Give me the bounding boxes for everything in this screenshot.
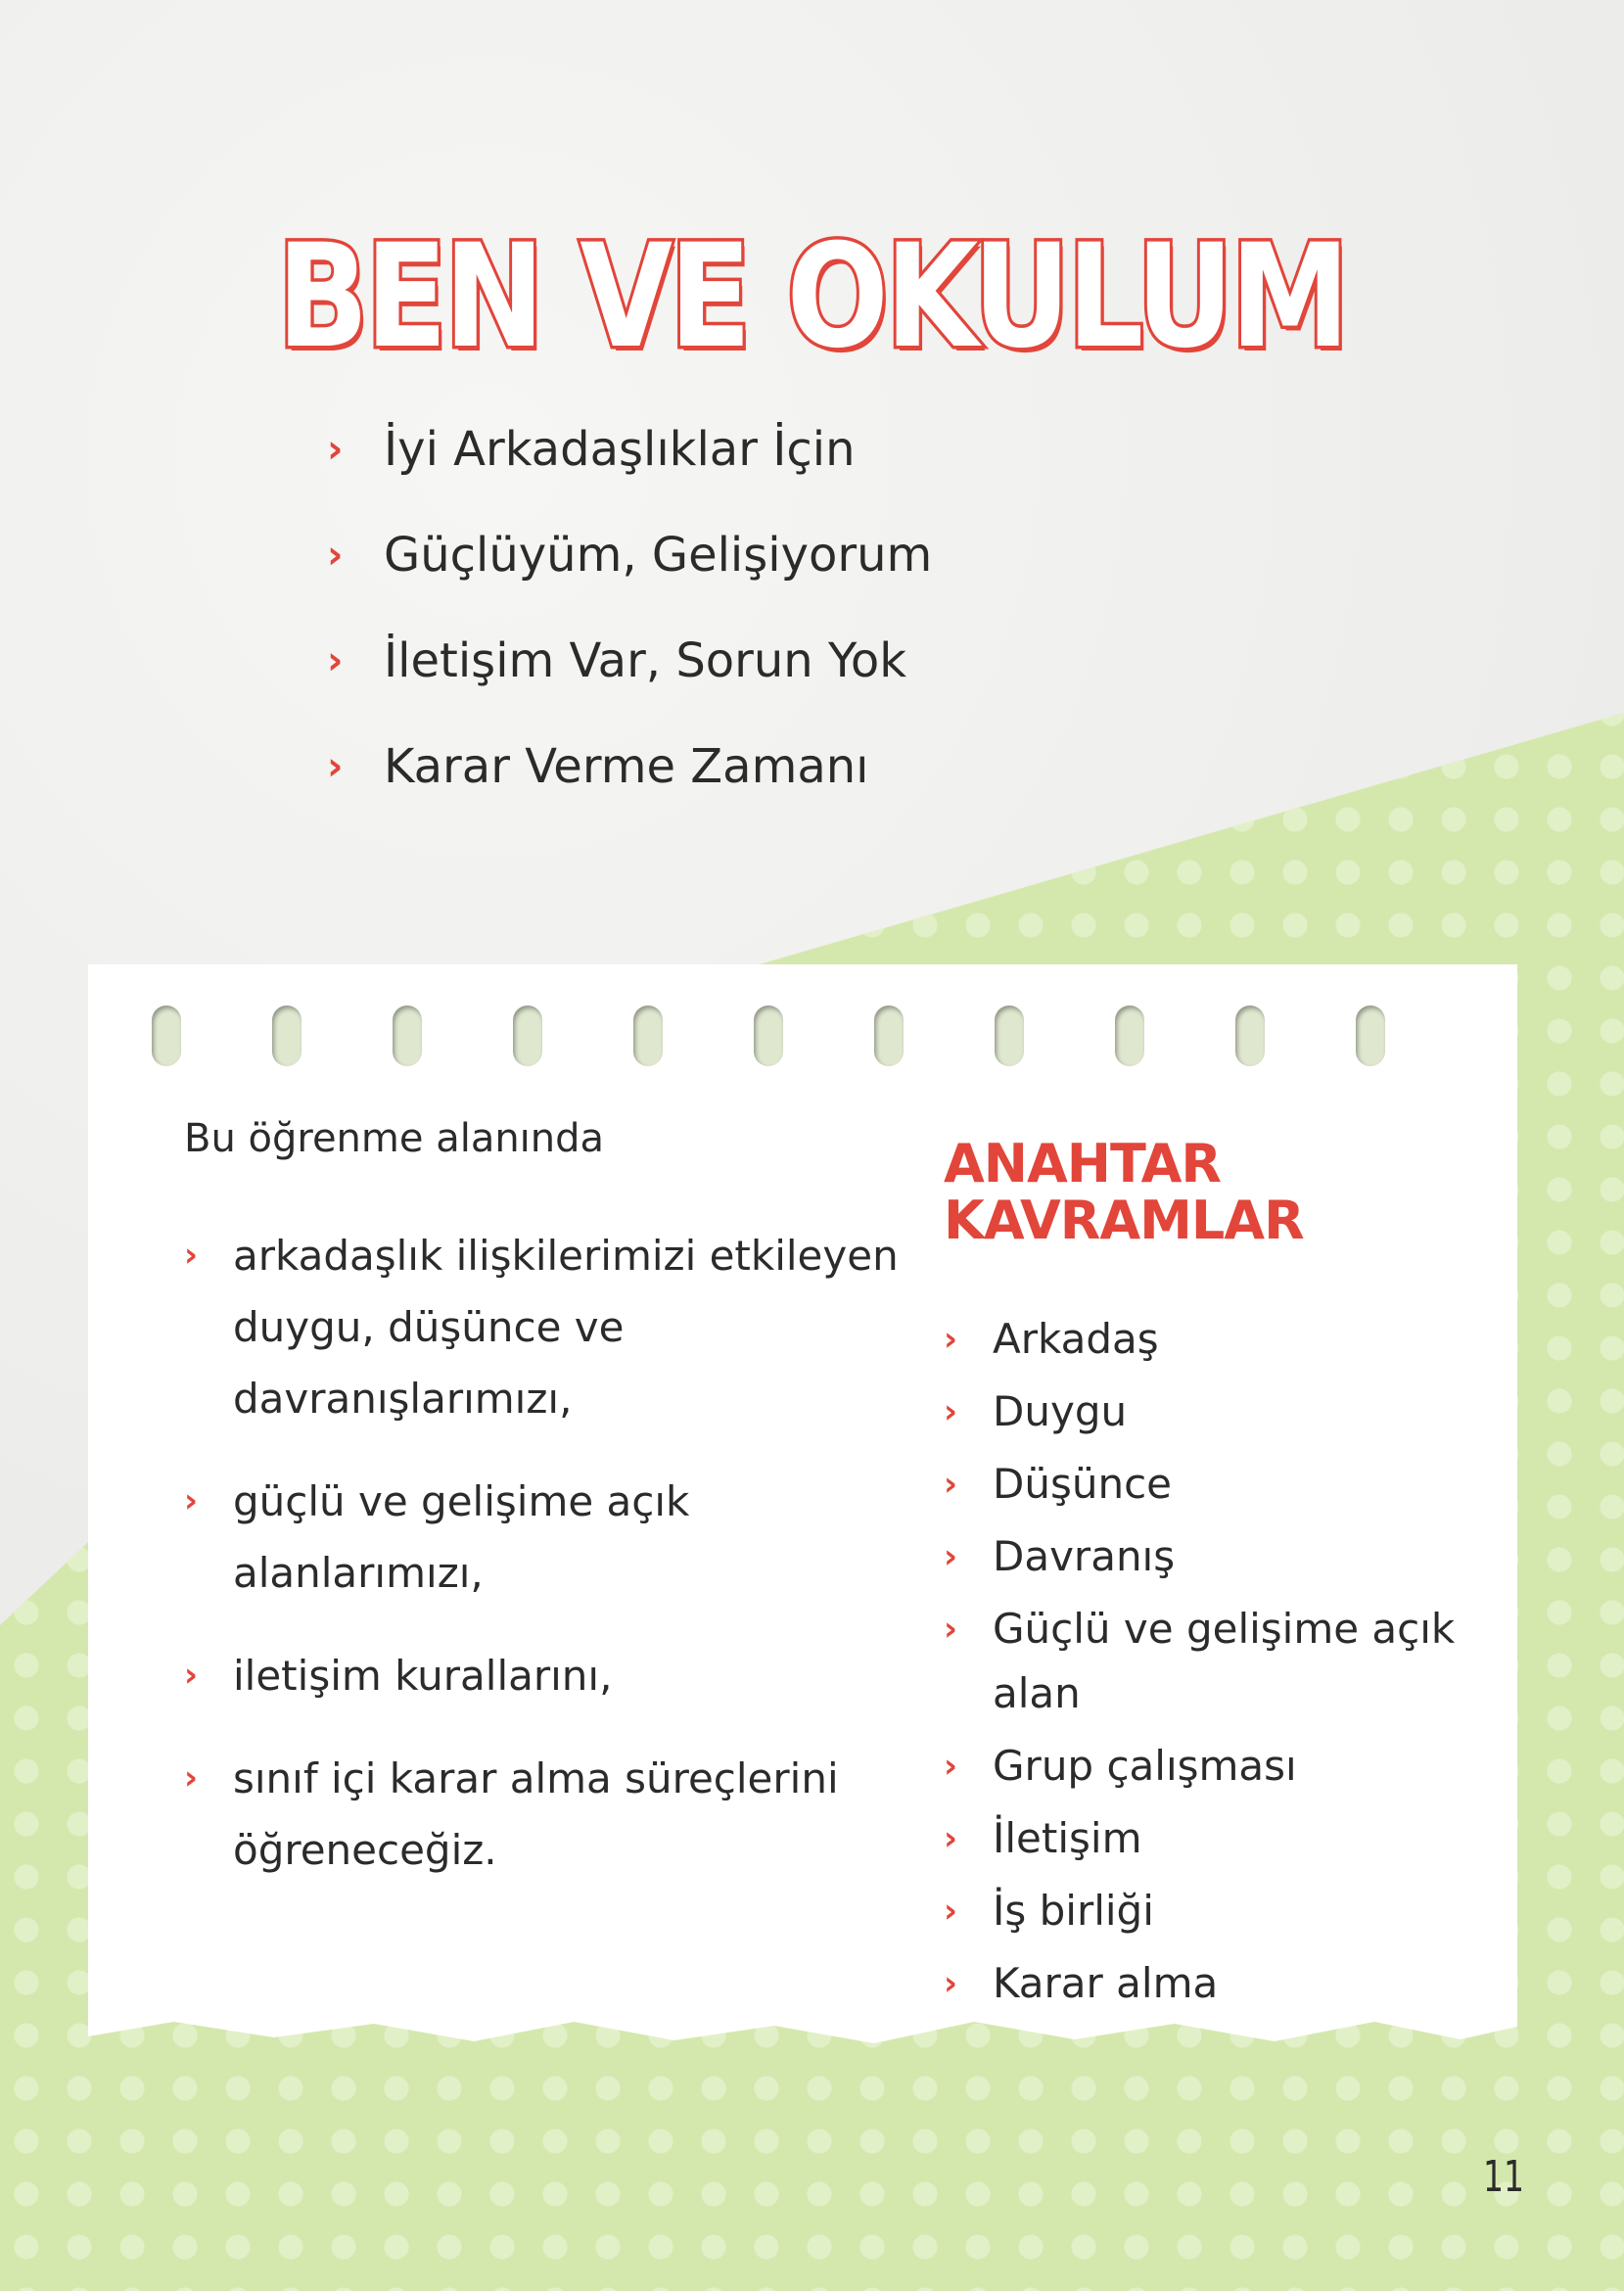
spiral-hole	[995, 1005, 1024, 1066]
chevron-right-icon: ›	[944, 1892, 958, 1931]
topic-item: › Karar Verme Zamanı	[327, 739, 869, 794]
list-item: › İletişim	[944, 1806, 1492, 1871]
chevron-right-icon: ›	[327, 638, 344, 683]
learning-intro: Bu öğrenme alanında	[184, 1116, 605, 1161]
spiral-holes	[88, 964, 1517, 1082]
spiral-hole	[754, 1005, 783, 1066]
list-item: › arkadaşlık ilişkilerimizi etkileyen duygu, düşünce ve davranışlarımızı,	[184, 1220, 928, 1434]
topic-item: › İletişim Var, Sorun Yok	[327, 633, 907, 688]
list-item: › Davranış	[944, 1524, 1492, 1589]
topic-item: › Güçlüyüm, Gelişiyorum	[327, 528, 933, 583]
chevron-right-icon: ›	[944, 1964, 958, 2003]
spiral-hole	[152, 1005, 181, 1066]
list-item: › İş birliği	[944, 1879, 1492, 1943]
topic-list	[327, 397, 932, 819]
list-item: › güçlü ve gelişime açık alanlarımızı,	[184, 1466, 928, 1609]
chevron-right-icon: ›	[327, 744, 344, 789]
chevron-right-icon: ›	[944, 1392, 958, 1431]
topic-item: › İyi Arkadaşlıklar İçin	[327, 422, 856, 477]
list-item: › sınıf içi karar alma süreçlerini öğreneceğiz.	[184, 1743, 928, 1886]
chevron-right-icon: ›	[184, 1758, 199, 1798]
chevron-right-icon: ›	[327, 427, 344, 472]
learning-outcomes-list	[184, 1220, 928, 1917]
chevron-right-icon: ›	[944, 1537, 958, 1576]
list-item: › Arkadaş	[944, 1307, 1492, 1372]
spiral-hole	[272, 1005, 302, 1066]
chevron-right-icon: ›	[944, 1320, 958, 1359]
spiral-hole	[874, 1005, 904, 1066]
spiral-hole	[1115, 1005, 1144, 1066]
chevron-right-icon: ›	[944, 1819, 958, 1858]
list-item: › Grup çalışması	[944, 1734, 1492, 1799]
chevron-right-icon: ›	[944, 1747, 958, 1786]
spiral-hole	[633, 1005, 663, 1066]
spiral-hole	[1356, 1005, 1385, 1066]
chevron-right-icon: ›	[327, 533, 344, 578]
list-item: › Düşünce	[944, 1452, 1492, 1517]
chevron-right-icon: ›	[184, 1236, 199, 1275]
spiral-hole	[513, 1005, 542, 1066]
chevron-right-icon: ›	[944, 1610, 958, 1649]
list-item: › Duygu	[944, 1379, 1492, 1444]
key-concepts-heading: ANAHTAR KAVRAMLAR	[944, 1133, 1304, 1251]
page-title: BEN VE OKULUM	[277, 213, 1347, 380]
list-item: › Güçlü ve gelişime açık alan	[944, 1597, 1492, 1726]
chevron-right-icon: ›	[184, 1481, 199, 1520]
page-number: 11	[1483, 2152, 1524, 2202]
list-item: › Karar alma	[944, 1951, 1492, 2016]
spiral-hole	[1235, 1005, 1265, 1066]
spiral-hole	[393, 1005, 422, 1066]
chevron-right-icon: ›	[944, 1465, 958, 1504]
list-item: › iletişim kurallarını,	[184, 1640, 928, 1711]
chevron-right-icon: ›	[184, 1656, 199, 1695]
key-concepts-list	[944, 1307, 1492, 2024]
